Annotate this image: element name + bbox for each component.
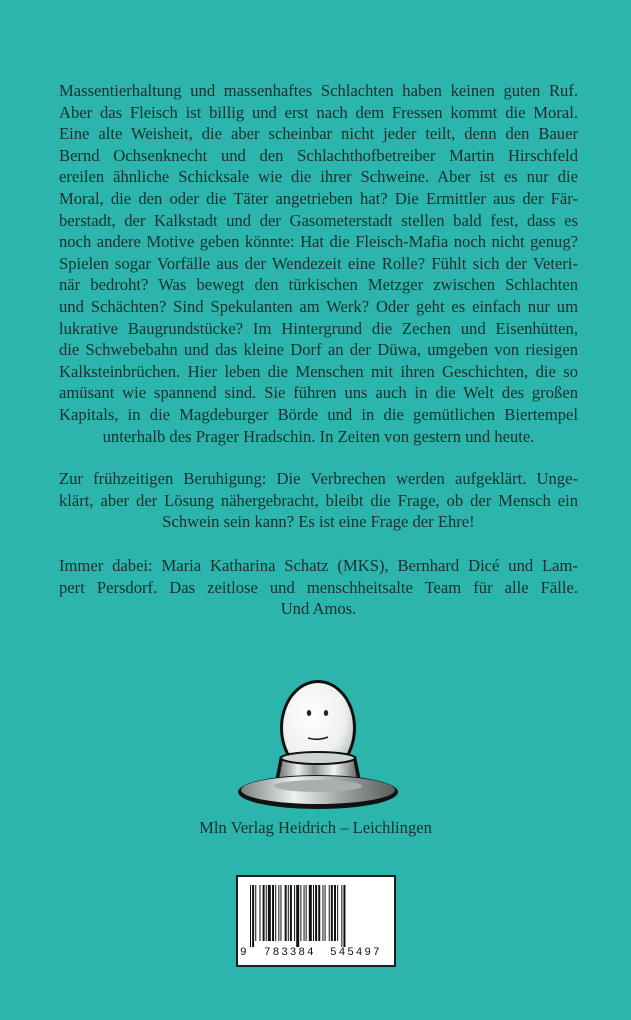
text-line: und Schächten? Sind Spekulanten am Werk? Oder geht es einfach nur um — [59, 296, 578, 316]
barcode-digits-right: 545497 — [330, 947, 382, 959]
text-line: noch andere Motive geben könnte: Hat die Fleisch-Mafia noch nicht genug? — [59, 232, 578, 252]
text-line: Bernd Ochsenknecht und den Schlachthofbetreiber Martin Hirschfeld — [59, 145, 578, 165]
publisher-line: Mln Verlag Heidrich – Leichlingen — [199, 818, 432, 837]
text-line: Kalksteinbrüchen. Hier leben die Menschen mit ihren Geschichten, die so — [59, 361, 578, 381]
blurb-paragraph-1 — [59, 80, 578, 447]
text-line: Moral, die den oder die Täter angetrieben hat? Die Ermittler aus der Fär- — [59, 188, 578, 208]
text-line: Eine alte Weisheit, die aber scheinbar nicht jeder teilt, denn den Bauer — [59, 124, 578, 144]
text-line: Zur frühzeitigen Beruhigung: Die Verbrechen werden aufgeklärt. Unge- — [59, 469, 578, 488]
blurb-paragraph-3 — [59, 555, 578, 620]
isbn-barcode — [236, 875, 396, 967]
barcode-digits-left: 783384 — [264, 947, 316, 959]
text-line: Massentierhaltung und massenhaftes Schlachten haben keinen guten Ruf. — [59, 81, 578, 100]
text-line: lukrative Baugrundstücke? Im Hintergrund die Zechen und Eisenhütten, — [59, 318, 578, 338]
text-line: ereilen ähnliche Schicksale wie die ihrer Schweine. Aber ist es nur die — [59, 167, 578, 187]
text-line: när bedroht? Was bewegt den türkischen Metzger zwischen Schlachten — [59, 275, 578, 295]
text-line: die Schwebebahn und das kleine Dorf an der Düwa, umgeben von riesigen — [59, 340, 578, 360]
text-line: Immer dabei: Maria Katharina Schatz (MKS), Bernhard Dicé und Lam- — [59, 556, 578, 575]
text-line: amüsant wie spannend sind. Sie führen uns auch in die Welt des großen — [59, 383, 578, 403]
text-line: berstadt, der Kalkstadt und der Gasometerstadt stellen bald fest, dass es — [59, 210, 578, 230]
text-line: Und Amos. — [280, 599, 357, 619]
text-line: klärt, aber der Lösung nähergebracht, bleibt die Frage, ob der Mensch ein — [59, 490, 578, 510]
barcode-digits — [238, 947, 394, 963]
egg-in-egg-cup-icon — [230, 668, 402, 818]
text-line: unterhalb des Prager Hradschin. In Zeiten von gestern und heute. — [102, 426, 535, 446]
barcode-bars — [246, 885, 386, 947]
text-line: Aber das Fleisch ist billig und erst nach dem Fressen kommt die Moral. — [59, 102, 578, 122]
text-line: pert Persdorf. Das zeitlose und menschheitsalte Team für alle Fälle. — [59, 577, 578, 597]
blurb-paragraph-2 — [59, 468, 578, 533]
text-line: Kapitals, in die Magdeburger Börde und in die gemütlichen Biertempel — [59, 404, 578, 424]
text-line: Schwein sein kann? Es ist eine Frage der Ehre! — [162, 512, 475, 532]
text-line: Spielen sogar Vorfälle aus der Wendezeit eine Rolle? Fühlt sich der Veteri- — [59, 253, 578, 273]
barcode-digit-first: 9 — [240, 947, 247, 959]
